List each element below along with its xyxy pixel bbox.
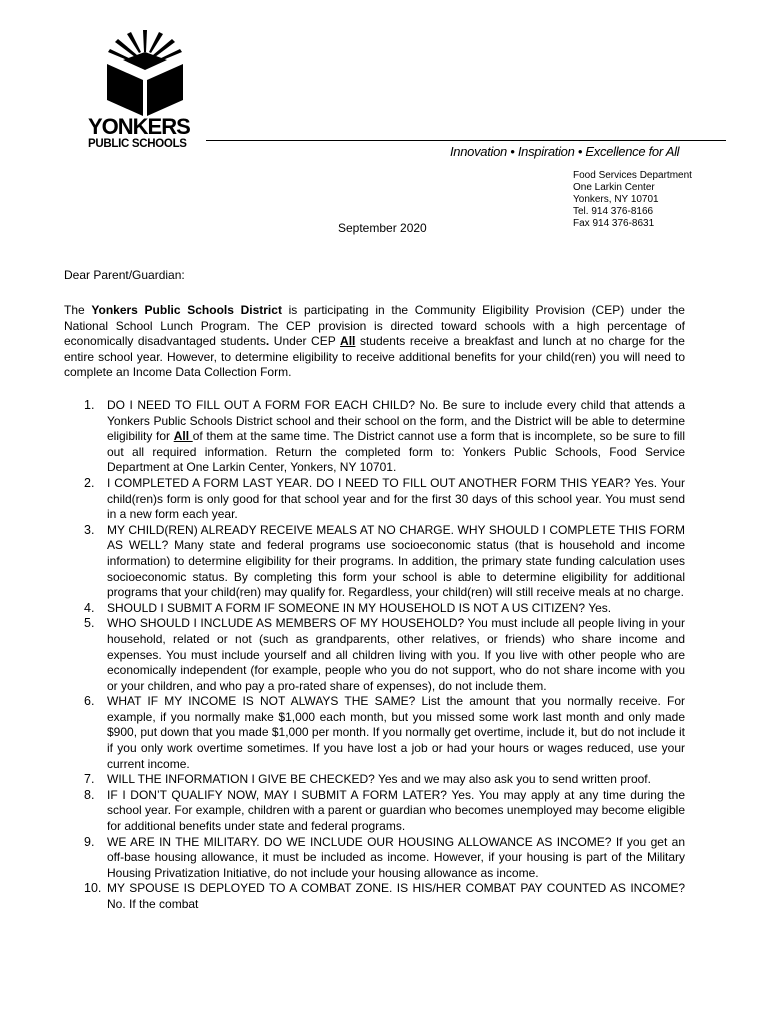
faq-text: WHAT IF MY INCOME IS NOT ALWAYS THE SAME? List the amount that you normally receive. For example, if you normally make $1,000 each month, but you missed some work last month and only made $900, put down that you made $1,000 per month. If you normally get overtime, include it, but do not include it if you only work overtime sometimes. If you have lost a job or had your hours or wages reduced, use your current income. [107,694,685,771]
district-logo [88,30,208,150]
faq-text: MY CHILD(REN) ALREADY RECEIVE MEALS AT NO CHARGE. WHY SHOULD I COMPLETE THIS FORM AS WELL? Many state and federal programs use socioeconomic status (that is household and income information) to determine eligibility for their programs. In addition, the primary state funding calculation uses socioeconomic status. By completing this form your school is able to determine eligibility for additional programs that your child(ren) may qualify for. Regardless, your child(ren) will still receive meals at no charge. [107,522,685,600]
department-address [573,170,692,230]
address-line: Fax 914 376-8631 [573,218,655,229]
address-line: Food Services Department [573,170,692,181]
open-book-torch-icon [105,30,185,116]
faq-text: WILL THE INFORMATION I GIVE BE CHECKED? Yes and we may also ask you to send written proof. [107,772,651,787]
faq-number: 6. [84,694,95,709]
intro-text: is participating in the Community Eligibility Provision (CEP) under the National School Lunch Program. The CEP provision is directed toward schools with a high percentage of economically disadvantaged students [64,303,685,348]
district-name: Yonkers Public Schools District [91,303,282,317]
faq-text: I COMPLETED A FORM LAST YEAR. DO I NEED TO FILL OUT ANOTHER FORM THIS YEAR? Yes. Your child(ren)s form is only good for that school year and for the first 30 days of this school year. You must send in a new form each year. [107,475,685,522]
intro-text: Under CEP [269,334,341,348]
logo-name: YONKERS [88,114,190,139]
faq-number: 9. [84,834,95,849]
faq-text: WE ARE IN THE MILITARY. DO WE INCLUDE OUR HOUSING ALLOWANCE AS INCOME? If you get an off-base housing allowance, it must be included as income. However, if your housing is part of the Military Housing Privatization Initiative, do not include your housing allowance as income. [107,834,685,880]
faq-item [84,398,685,476]
address-line: Yonkers, NY 10701 [573,194,659,205]
faq-list [84,398,685,913]
emphasis-all: All [340,334,356,348]
faq-number: 1. [84,398,95,412]
faq-text: SHOULD I SUBMIT A FORM IF SOMEONE IN MY HOUSEHOLD IS NOT A US CITIZEN? Yes. [107,600,612,615]
letter-date: September 2020 [338,221,427,235]
faq-number: 5. [84,616,95,631]
salutation: Dear Parent/Guardian: [64,268,185,282]
address-line: One Larkin Center [573,182,655,193]
faq-text: WHO SHOULD I INCLUDE AS MEMBERS OF MY HOUSEHOLD? You must include all people living in your household, related or not (such as grandparents, other relatives, or friends) who share income and expenses. You must include yourself and all children living with you. If you live with other people who are economically independent (for example, people who you do not support, who do not share income with you or your children, and who pay a pro-rated share of expenses), do not include them. [107,616,685,693]
faq-number: 10. [84,881,102,896]
emphasis-all: All [173,429,193,444]
faq-item [84,788,685,835]
faq-text: of them at the same time. The District cannot use a form that is incomplete, so be sure to fill out all required information. Return the completed form to: Yonkers Public Schools, Food Service Department at One Larkin Center, Yonkers, NY 10701. [107,429,685,475]
tagline: Innovation • Inspiration • Excellence for All [450,144,680,159]
intro-paragraph [64,303,685,381]
faq-item [84,772,685,788]
faq-text: IF I DON’T QUALIFY NOW, MAY I SUBMIT A FORM LATER? Yes. You may apply at any time during the school year. For example, children with a parent or guardian who becomes unemployed may become eligible for additional benefits under state and federal programs. [107,787,685,834]
faq-number: 4. [84,600,95,615]
faq-number: 7. [84,772,95,787]
faq-text: MY SPOUSE IS DEPLOYED TO A COMBAT ZONE. IS HIS/HER COMBAT PAY COUNTED AS INCOME? No. If the combat [107,881,685,911]
faq-item [84,523,685,601]
faq-number: 8. [84,787,95,802]
faq-item [84,835,685,882]
faq-item [84,881,685,912]
address-line: Tel. 914 376-8166 [573,206,654,217]
header-rule [206,140,726,141]
intro-text: . [265,334,270,348]
faq-item [84,601,685,617]
faq-item [84,694,685,772]
faq-number: 2. [84,475,95,490]
faq-number: 3. [84,522,95,537]
logo-subtitle: PUBLIC SCHOOLS [88,138,187,150]
faq-item [84,476,685,523]
intro-text: The [64,303,92,317]
faq-text: DO I NEED TO FILL OUT A FORM FOR EACH CHILD? No. Be sure to include every child that attends a Yonkers Public Schools District school and their school on the form, and the District will be able to determine eligibility for [107,398,685,444]
intro-text: students receive a breakfast and lunch at no charge for the entire school year. However, to determine eligibility to receive additional benefits for your child(ren) you will need to complete an Income Data Collection Form. [64,334,685,379]
faq-item [84,616,685,694]
